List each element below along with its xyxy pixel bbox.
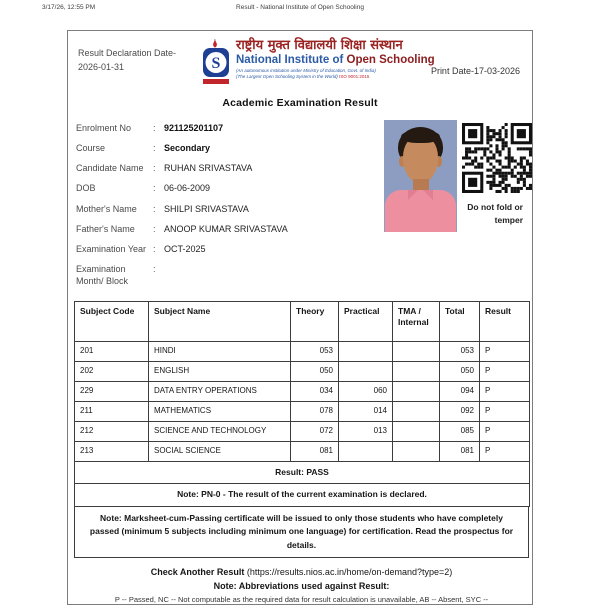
table-cell: 072 [291, 422, 339, 442]
table-cell: 050 [440, 362, 480, 382]
info-colon: : [153, 263, 156, 274]
info-label: Father's Name [76, 223, 135, 234]
table-cell: 201 [75, 342, 149, 362]
qr-warning-line1: Do not fold or [467, 202, 523, 212]
table-cell: 014 [339, 402, 393, 422]
info-colon: : [153, 243, 156, 254]
table-cell: ENGLISH [149, 362, 291, 382]
info-row [76, 203, 376, 215]
qr-warning-line2: temper [494, 215, 523, 226]
table-cell: P [480, 402, 530, 422]
table-cell: 213 [75, 442, 149, 462]
check-another-result-link[interactable]: (https://results.nios.ac.in/home/on-demand?type=2) [244, 567, 453, 578]
svg-text:S: S [211, 55, 221, 72]
info-row [76, 223, 376, 235]
photo-shirt [385, 190, 456, 232]
iso-certification-text: ISO 9001:2015 [339, 74, 370, 80]
table-cell: 013 [339, 422, 393, 442]
result-document [67, 30, 533, 605]
marks-table-head-row [75, 302, 530, 342]
table-cell: 202 [75, 362, 149, 382]
table-row [75, 382, 530, 402]
print-datetime: 3/17/26, 12:55 PM [42, 4, 96, 11]
org-subtitle-1: (An autonomous institution under Ministry of Education, Govt. of India) [236, 67, 376, 73]
table-cell: 094 [440, 382, 480, 402]
table-cell: 034 [291, 382, 339, 402]
column-header: Total [440, 302, 480, 342]
abbreviations-title: Note: Abbreviations used against Result: [213, 581, 390, 592]
info-row [76, 263, 376, 287]
table-cell: 050 [291, 362, 339, 382]
info-colon: : [153, 143, 156, 154]
table-row [75, 442, 530, 462]
table-cell: 211 [75, 402, 149, 422]
table-row [75, 402, 530, 422]
marks-table-body [75, 342, 530, 462]
marks-table [74, 301, 530, 507]
info-colon: : [153, 203, 156, 214]
candidate-info [76, 122, 376, 295]
check-another-result [74, 567, 529, 577]
info-colon: : [153, 223, 156, 234]
qr-code-icon [462, 123, 532, 193]
table-cell: P [480, 422, 530, 442]
check-another-result-label: Check Another Result [150, 567, 245, 578]
org-titles [236, 37, 435, 80]
table-cell [339, 362, 393, 382]
result-pass-row [75, 462, 530, 484]
qr-code [462, 123, 532, 193]
table-row [75, 342, 530, 362]
table-cell: SOCIAL SCIENCE [149, 442, 291, 462]
table-cell: P [480, 382, 530, 402]
org-header [201, 37, 435, 87]
org-subtitle-2: (The Largest Open Schooling System in the World) ISO 9001:2015 [236, 74, 370, 80]
results-section [74, 301, 529, 604]
table-cell: 229 [75, 382, 149, 402]
table-cell: 085 [440, 422, 480, 442]
info-value: SHILPI SRIVASTAVA [164, 203, 249, 214]
info-label: Examination Month/ Block [76, 263, 129, 287]
info-value: 921125201107 [164, 123, 224, 133]
table-cell: SCIENCE AND TECHNOLOGY [149, 422, 291, 442]
table-cell: 078 [291, 402, 339, 422]
org-name-english: National Institute of Open Schooling [236, 53, 435, 66]
table-cell [393, 442, 440, 462]
marksheet-note: Note: Marksheet-cum-Passing certificate will be issued to only those students who have completely passed (minimum 5 subjects including minimum one language) for certification. Read the prospectus for details. [74, 506, 529, 559]
info-value: Secondary [164, 143, 211, 154]
table-cell: HINDI [149, 342, 291, 362]
result-declaration-date [78, 47, 176, 75]
column-header: Subject Code [75, 302, 149, 342]
info-value: OCT-2025 [164, 243, 206, 254]
table-cell: MATHEMATICS [149, 402, 291, 422]
table-cell: DATA ENTRY OPERATIONS [149, 382, 291, 402]
info-label: Examination Year [76, 243, 147, 254]
table-cell [339, 442, 393, 462]
info-label: Candidate Name [76, 163, 144, 174]
table-cell: 081 [291, 442, 339, 462]
browser-print-header [0, 4, 600, 16]
table-cell [393, 382, 440, 402]
table-row [75, 362, 530, 382]
info-colon: : [153, 123, 156, 133]
info-value: 06-06-2009 [164, 183, 211, 194]
column-header: Practical [339, 302, 393, 342]
table-cell [393, 402, 440, 422]
table-cell [339, 342, 393, 362]
table-cell: P [480, 342, 530, 362]
info-label: Enrolment No [76, 123, 132, 133]
candidate-photo [384, 120, 457, 232]
info-row [76, 182, 376, 194]
footer [74, 567, 529, 604]
browser-doc-title: Result - National Institute of Open Schooling [236, 4, 364, 11]
pn-note: Note: PN-0 - The result of the current examination is declared. [75, 484, 530, 506]
page-title: Academic Examination Result [222, 97, 378, 109]
table-cell: 092 [440, 402, 480, 422]
info-value: RUHAN SRIVASTAVA [164, 163, 253, 174]
table-cell [393, 422, 440, 442]
nios-logo-icon [201, 39, 231, 87]
info-label: DOB [76, 183, 96, 194]
table-row [75, 422, 530, 442]
table-cell: 081 [440, 442, 480, 462]
info-colon: : [153, 163, 156, 174]
table-cell: 053 [291, 342, 339, 362]
result-declaration-value: 2026-01-31 [78, 61, 125, 72]
column-header: Result [480, 302, 530, 342]
info-label: Course [76, 143, 106, 154]
info-row [76, 122, 376, 134]
overall-result: Result: PASS [75, 462, 530, 484]
column-header: Theory [291, 302, 339, 342]
print-date: Print Date-17-03-2026 [430, 66, 520, 76]
column-header: TMA / Internal [393, 302, 440, 342]
info-value: ANOOP KUMAR SRIVASTAVA [164, 223, 288, 234]
info-row [76, 243, 376, 255]
org-name-hindi: राष्ट्रीय मुक्त विद्यालयी शिक्षा संस्थान [236, 38, 403, 53]
pn-note-row [75, 484, 530, 506]
column-header: Subject Name [149, 302, 291, 342]
table-cell: 060 [339, 382, 393, 402]
table-cell: 053 [440, 342, 480, 362]
qr-warning [467, 201, 523, 227]
info-label: Mother's Name [76, 203, 137, 214]
table-cell [393, 362, 440, 382]
table-cell: P [480, 362, 530, 382]
abbreviations-line: P -- Passed, NC -- Not computable as the required data for result calculation is unavailable, AB -- Absent, SYC -- [114, 595, 489, 605]
table-cell [393, 342, 440, 362]
result-declaration-label: Result Declaration Date- [78, 48, 177, 58]
table-cell: P [480, 442, 530, 462]
table-cell: 212 [75, 422, 149, 442]
info-colon: : [153, 183, 156, 194]
info-row [76, 142, 376, 154]
info-row [76, 162, 376, 174]
